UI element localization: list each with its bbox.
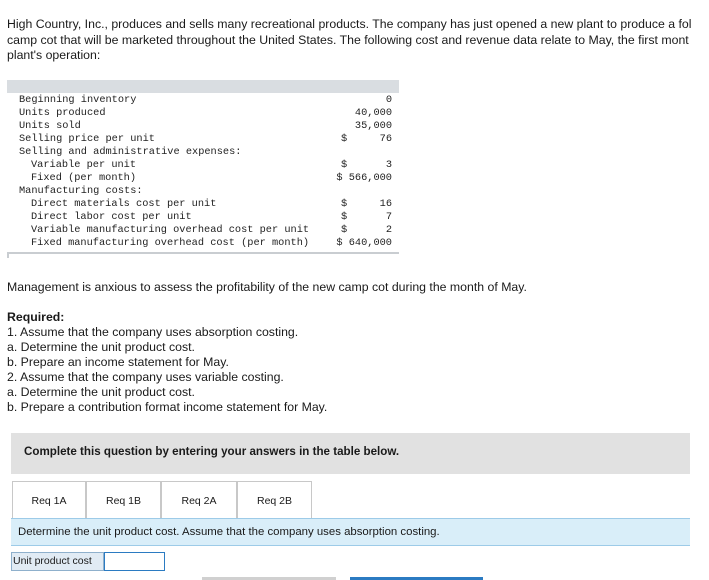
table-row [7,133,399,146]
intro-line-1: High Country, Inc., produces and sells many recreational products. The company has just opened a new plant to produce a fol [7,17,692,31]
row-value: 0 [385,94,392,106]
table-footer-rule [7,252,399,254]
table-row [7,211,399,224]
table-row [7,146,399,159]
tab-req-2b[interactable]: Req 2B [237,481,312,519]
table-row [7,172,399,185]
row-label: Variable per unit [31,159,137,171]
row-label: Beginning inventory [19,94,137,106]
required-item: 1. Assume that the company uses absorption costing. [7,325,299,339]
row-value: 7 [385,211,392,223]
management-text: Management is anxious to assess the profitability of the new camp cot during the month of May. [7,280,527,294]
row-label: Direct labor cost per unit [31,211,192,223]
unit-product-cost-input[interactable] [104,552,165,571]
row-label: Selling and administrative expenses: [19,146,242,158]
cost-revenue-table [7,80,399,258]
tab-instruction-panel [11,518,690,546]
row-label: Fixed manufacturing overhead cost (per month) [31,237,310,249]
row-value: 3 [385,159,392,171]
row-value: 76 [379,133,392,145]
table-row [7,198,399,211]
row-value: $ 566,000 [336,172,392,184]
instruction-banner [11,433,690,474]
row-label: Selling price per unit [19,133,155,145]
required-item: a. Determine the unit product cost. [7,385,195,399]
row-currency: $ [341,198,348,210]
tab-instruction-text: Determine the unit product cost. Assume that the company uses absorption costing. [18,526,440,538]
tab-req-1a[interactable]: Req 1A [12,481,86,519]
row-label: Units produced [19,107,106,119]
table-row [7,94,399,107]
row-currency: $ [341,159,348,171]
row-label: Direct materials cost per unit [31,198,217,210]
intro-line-3: plant's operation: [7,48,101,62]
required-item: b. Prepare a contribution format income statement for May. [7,400,328,414]
required-item: a. Determine the unit product cost. [7,340,195,354]
table-header-bar [7,80,399,93]
row-value: $ 640,000 [336,237,392,249]
table-row [7,237,399,250]
row-value: 40,000 [354,107,392,119]
table-rows [7,94,399,250]
required-item: 2. Assume that the company uses variable costing. [7,370,284,384]
table-row [7,185,399,198]
row-value: 35,000 [354,120,392,132]
required-section [7,310,327,415]
table-row [7,159,399,172]
table-row [7,107,399,120]
row-label: Manufacturing costs: [19,185,143,197]
table-row [7,120,399,133]
tab-req-1b[interactable]: Req 1B [86,481,161,519]
row-value: 2 [385,224,392,236]
row-value: 16 [379,198,392,210]
problem-intro [7,17,709,64]
row-currency: $ [341,224,348,236]
instruction-text: Complete this question by entering your answers in the table below. [24,445,400,458]
row-label: Variable manufacturing overhead cost per unit [31,224,310,236]
tab-req-2a[interactable]: Req 2A [161,481,237,519]
required-heading: Required: [7,310,65,324]
unit-product-cost-label: Unit product cost [11,552,104,571]
row-label: Units sold [19,120,81,132]
row-currency: $ [341,211,348,223]
table-footer-tick [7,252,9,258]
required-item: b. Prepare an income statement for May. [7,355,229,369]
table-row [7,224,399,237]
intro-line-2: camp cot that will be marketed throughout the United States. The following cost and revenue data relate to May, the first mont [7,32,689,47]
row-currency: $ [341,133,348,145]
row-label: Fixed (per month) [31,172,137,184]
